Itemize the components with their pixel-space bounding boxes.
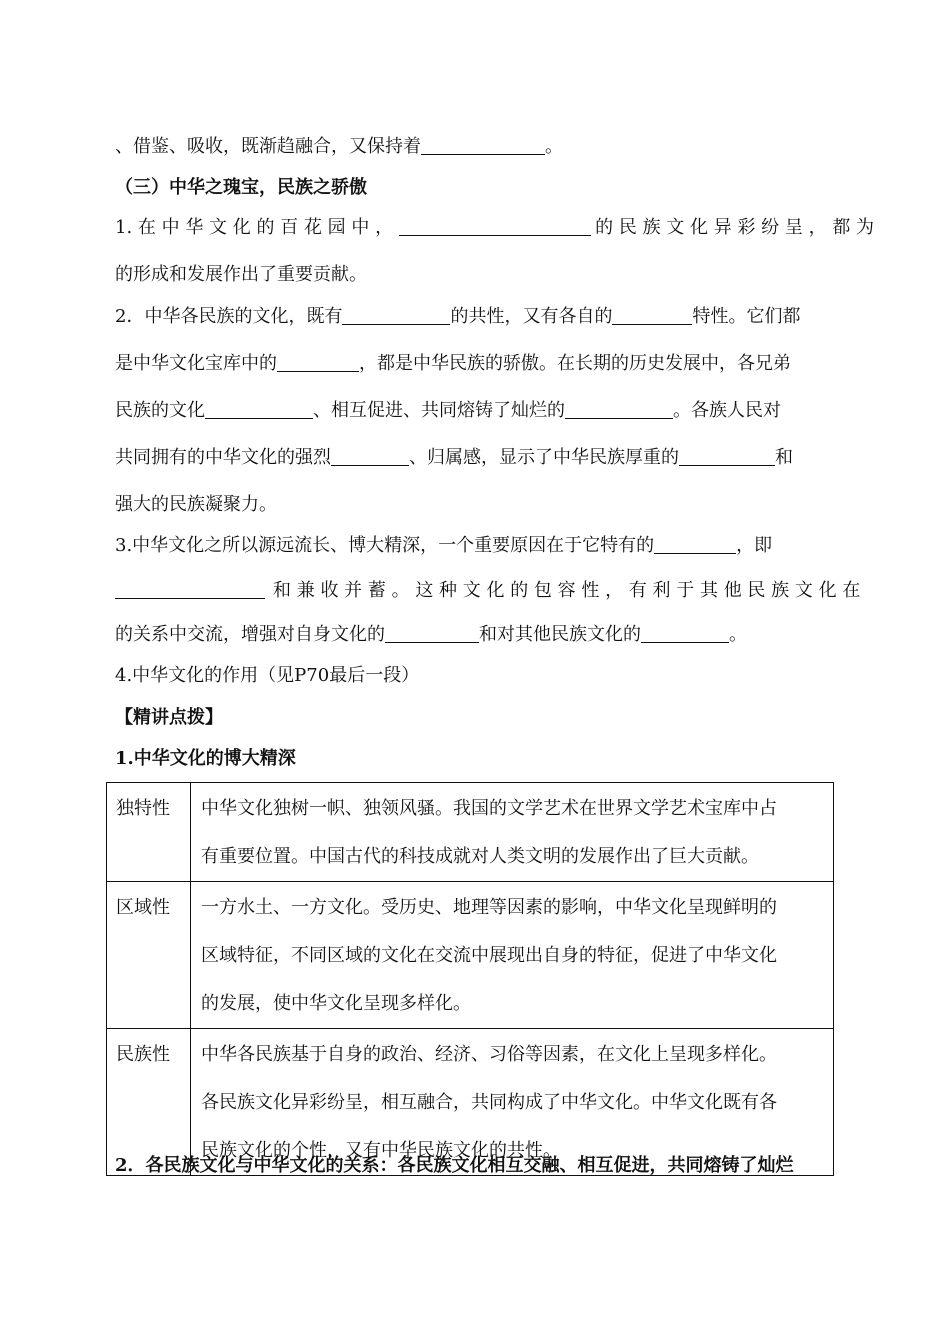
- text-line: [115, 443, 835, 473]
- blank-line: [654, 533, 736, 554]
- subsection-heading: [115, 744, 835, 774]
- text-line: [115, 260, 835, 290]
- blank-line: [205, 398, 313, 419]
- text-line: [115, 396, 835, 426]
- text-line: [115, 213, 875, 243]
- text-segment: 和 兼 收 并 蓄 。 这 种 文 化 的 包 容 性 ， 有 利 于 其 他 民 族 文 化 在: [273, 580, 861, 601]
- text-segment: 的形成和发展作出了重要贡献。: [115, 264, 367, 285]
- cell-text-line: 区域特征，不同区域的文化在交流中展现出自身的特征，促进了中华文化: [201, 945, 777, 966]
- text-segment: 和对其他民族文化的: [479, 624, 641, 645]
- text-segment: 共同拥有的中华文化的强烈: [115, 447, 331, 468]
- table-row: [107, 783, 834, 882]
- blank-line: [679, 445, 775, 466]
- section-heading: [115, 173, 835, 203]
- blank-line: [399, 215, 591, 236]
- text-segment: 的共性，又有各自的: [450, 306, 613, 327]
- text-segment: 、相互促进、共同熔铸了灿烂的: [313, 400, 565, 421]
- text-line: [115, 576, 861, 606]
- blank-line: [342, 304, 450, 325]
- text-segment: 3.中华文化之所以源远流长、博大精深，一个重要原因在于它特有的: [115, 535, 655, 556]
- blank-line: [115, 578, 265, 599]
- text-line: [115, 531, 835, 561]
- section-heading: [115, 703, 835, 733]
- row-key: 民族性: [116, 1044, 170, 1065]
- cell-text-line: 中华各民族基于自身的政治、经济、习俗等因素，在文化上呈现多样化。: [201, 1044, 777, 1065]
- blank-line: [641, 622, 729, 643]
- blank-line: [612, 304, 692, 325]
- table-row: [107, 882, 834, 1029]
- text-line: [115, 620, 835, 650]
- heading-text: 【精讲点拨】: [115, 707, 223, 728]
- text-segment: 4.中华文化的作用（见P70最后一段）: [115, 665, 420, 686]
- text-line: [115, 661, 835, 691]
- row-key: 区域性: [116, 897, 170, 918]
- text-segment: 2．中华各民族的文化，既有: [115, 306, 343, 327]
- text-segment: 。: [545, 136, 563, 157]
- blank-line: [277, 351, 359, 372]
- culture-features-table: [106, 782, 834, 1176]
- text-segment: 民族的文化: [115, 400, 205, 421]
- table-key-cell: [107, 783, 191, 882]
- text-segment: 、借鉴、吸收，既渐趋融合，又保持着: [115, 136, 421, 157]
- cell-text-line: 一方水土、一方文化。受历史、地理等因素的影响，中华文化呈现鲜明的: [201, 897, 777, 918]
- blank-line: [565, 398, 673, 419]
- text-line: [115, 349, 835, 379]
- text-segment: 强大的民族凝聚力。: [115, 494, 277, 515]
- text-segment: 和: [775, 447, 793, 468]
- table-value-cell: [191, 783, 834, 882]
- subsection-heading: [115, 1151, 835, 1181]
- text-line: [115, 132, 835, 162]
- blank-line: [385, 622, 479, 643]
- blank-line: [331, 445, 409, 466]
- text-segment: 是中华文化宝库中的: [115, 353, 277, 374]
- cell-text-line: 中华文化独树一帜、独领风骚。我国的文学艺术在世界文学艺术宝库中占: [201, 798, 777, 819]
- cell-text-line: 有重要位置。中国古代的科技成就对人类文明的发展作出了巨大贡献。: [201, 846, 759, 867]
- text-line: [115, 490, 835, 520]
- table-key-cell: [107, 882, 191, 1029]
- heading-text: （三）中华之瑰宝，民族之骄傲: [115, 177, 367, 198]
- row-key: 独特性: [116, 798, 170, 819]
- blank-line: [421, 134, 545, 155]
- text-segment: 。各族人民对: [673, 400, 781, 421]
- cell-text-line: 的发展，使中华文化呈现多样化。: [201, 993, 471, 1014]
- cell-text-line: 民族文化的个性，又有中华民族文化的共性。: [201, 1140, 561, 1161]
- cell-text-line: 各民族文化异彩纷呈，相互融合，共同构成了中华文化。中华文化既有各: [201, 1092, 777, 1113]
- text-segment: ，都是中华民族的骄傲。在长期的历史发展中，各兄弟: [359, 353, 791, 374]
- table-value-cell: [191, 882, 834, 1029]
- heading-text: 2．各民族文化与中华文化的关系：各民族文化相互交融、相互促进，共同熔铸了灿烂: [115, 1155, 794, 1176]
- text-segment: 特性。它们都: [692, 306, 801, 327]
- heading-text: 1.中华文化的博大精深: [115, 748, 296, 769]
- text-segment: 的 民 族 文 化 异 彩 纷 呈 ， 都 为: [595, 217, 875, 238]
- text-segment: ，即: [736, 535, 773, 556]
- text-segment: 1. 在 中 华 文 化 的 百 花 园 中 ，: [115, 217, 394, 238]
- text-segment: 、归属感，显示了中华民族厚重的: [409, 447, 679, 468]
- text-segment: 的关系中交流，增强对自身文化的: [115, 624, 385, 645]
- text-segment: 。: [729, 624, 747, 645]
- text-line: [115, 302, 835, 332]
